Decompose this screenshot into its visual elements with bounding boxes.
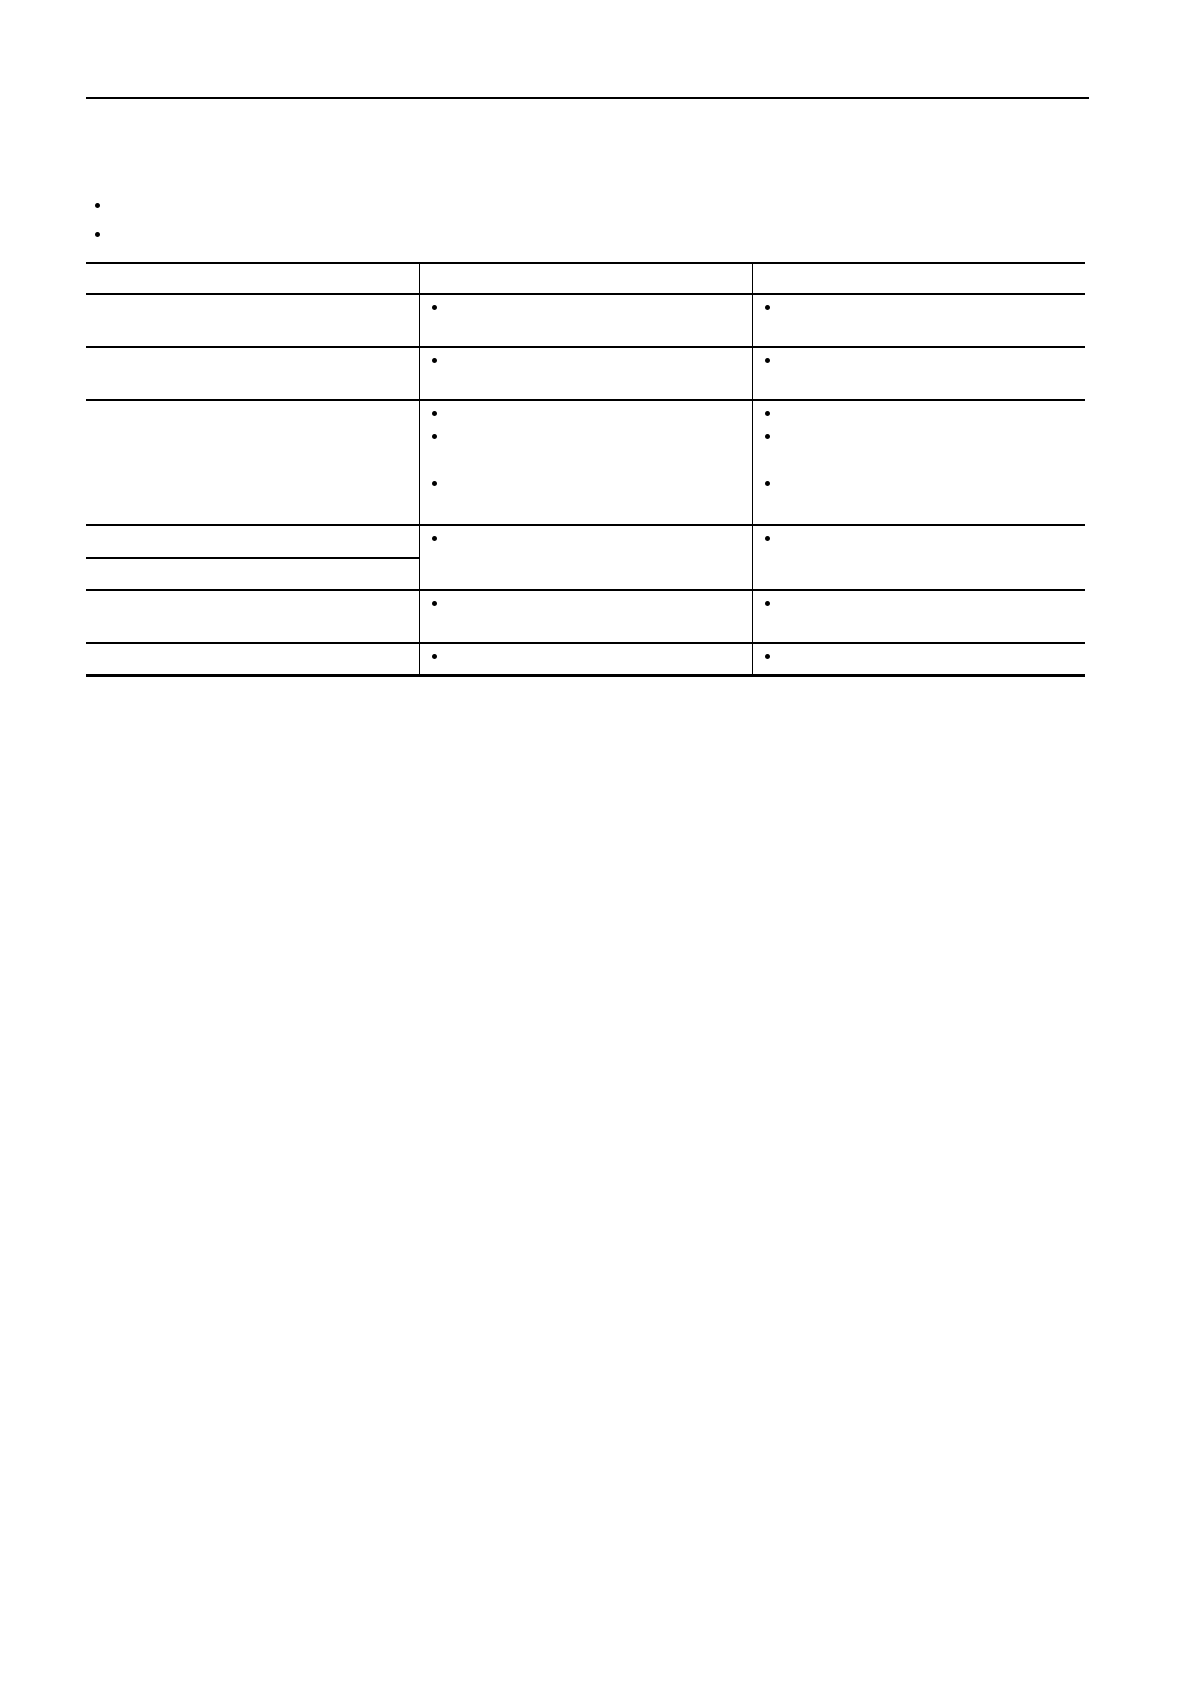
table-column-divider: [419, 262, 420, 676]
table-row-rule: [86, 399, 1085, 401]
bullet-icon: [432, 536, 437, 541]
bullet-icon: [432, 481, 437, 486]
bullet-icon: [432, 654, 437, 659]
table-row-rule: [86, 524, 1085, 526]
bullet-icon: [765, 654, 770, 659]
table-row-rule: [86, 589, 1085, 591]
bullet-icon: [432, 305, 437, 310]
bullet-icon: [432, 358, 437, 363]
table-row-rule: [86, 346, 1085, 348]
table-header-rule: [86, 293, 1085, 295]
bullet-icon: [765, 358, 770, 363]
bullet-icon: [432, 601, 437, 606]
table-column-divider: [752, 262, 753, 676]
table-row-rule: [86, 557, 420, 559]
bullet-icon: [432, 411, 437, 416]
bullet-icon: [765, 411, 770, 416]
table-row-rule: [86, 642, 1085, 644]
bullet-icon: [765, 536, 770, 541]
bullet-icon: [95, 203, 100, 208]
bullet-icon: [765, 305, 770, 310]
bullet-icon: [765, 601, 770, 606]
bullet-icon: [765, 481, 770, 486]
table-top-rule: [86, 262, 1085, 264]
bullet-icon: [432, 434, 437, 439]
bullet-icon: [765, 434, 770, 439]
table-bottom-rule: [86, 674, 1085, 677]
header-rule: [86, 97, 1089, 99]
bullet-icon: [95, 232, 100, 237]
data-table: [86, 262, 1086, 677]
